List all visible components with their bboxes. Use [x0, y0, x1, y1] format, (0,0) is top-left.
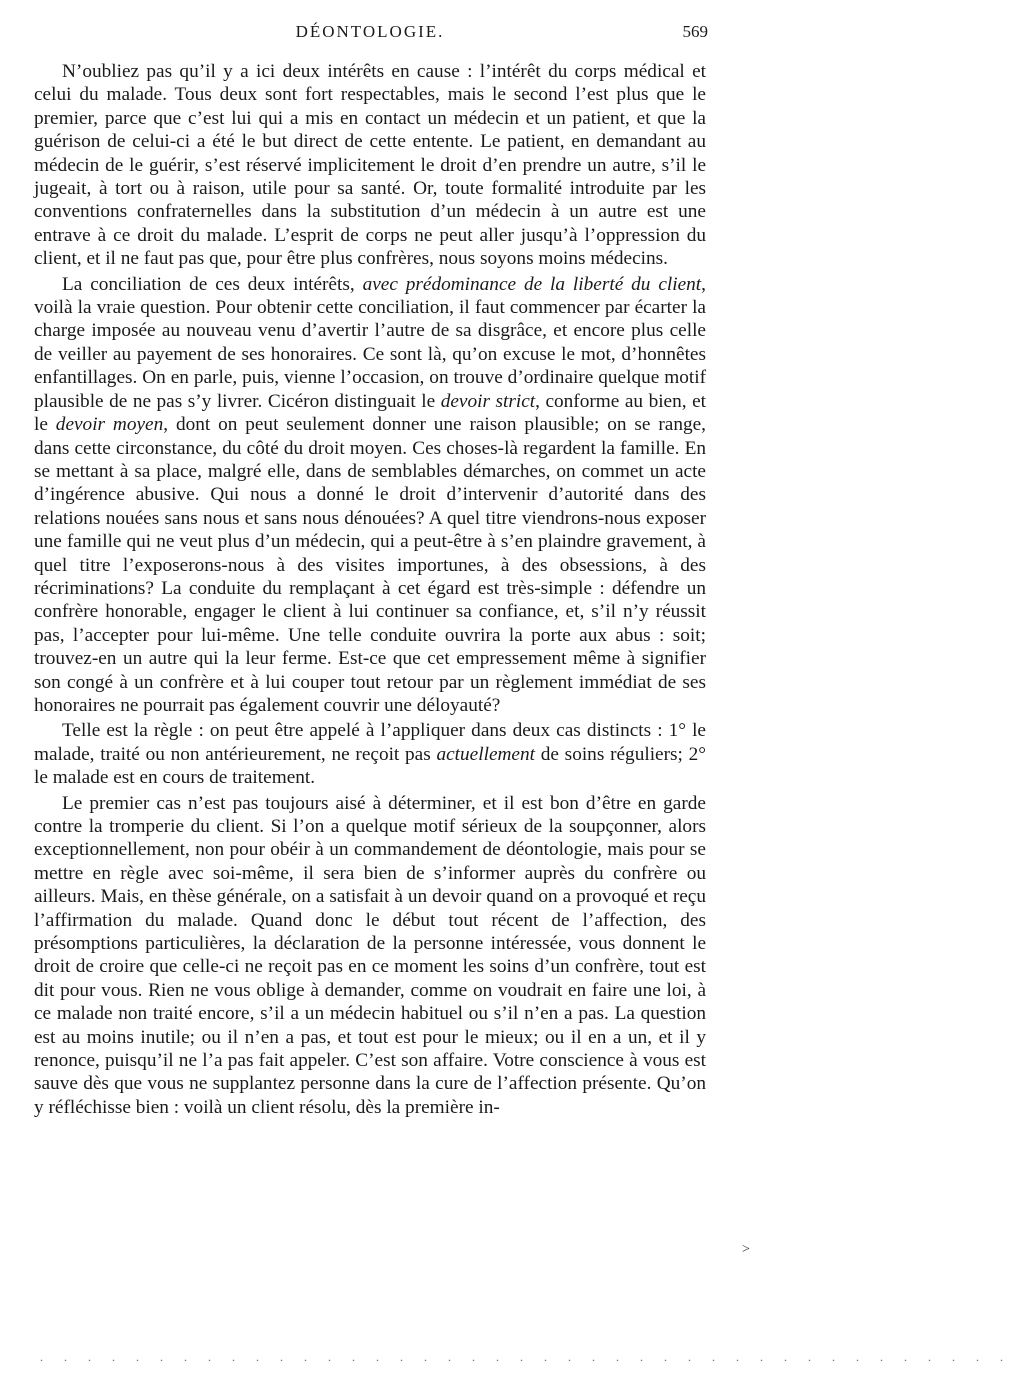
margin-mark: > — [742, 1242, 750, 1257]
italic-run: devoir moyen — [55, 414, 164, 436]
text-run: La conciliation de ces deux intérêts, — [62, 273, 363, 295]
body-text — [34, 60, 706, 1119]
text-run: N’oubliez pas qu’il y a ici deux intérêts en cause : l’intérêt du corps médical et celui du malade. Tous deux sont fort respectables, mais le second l’est plus que le premier, parce que c’est lui qui a mis en contact un médecin et un patient, et que la guérison de celui-ci a été le but direct de cette entente. Le patient, en demandant au médecin de le guérir, s’est réservé implicitement le droit d’en prendre un autre, s’il le jugeait, à tort ou à raison, utile pour sa santé. Or, toute formalité introduite par les conventions confraternelles dans la substitution d’un médecin à un autre est une entrave à ce droit du malade. L’esprit de corps ne peut aller jusqu’à l’oppression du client, et il ne faut pas que, pour être plus confrères, nous soyons moins médecins. — [34, 61, 706, 270]
running-title: DÉONTOLOGIE. — [295, 22, 445, 41]
running-head — [34, 22, 706, 46]
text-run: Le premier cas n’est pas toujours aisé à déterminer, et il est bon d’être en garde contre la tromperie du client. Si l’on a quelque motif sérieux de la soupçonner, alors exceptionnellement, non pour obéir à un commandement de déontologie, mais pour se mettre en règle avec soi-même, il sera bien de s’informer auprès du confrère ou ailleurs. Mais, en thèse générale, on a satisfait à un devoir quand on a provoqué et reçu l’affirmation du malade. Quand donc le début tout récent de l’affection, des présomptions particulières, la déclaration de la personne intéressée, vous donnent le droit de croire que celle-ci ne reçoit pas en ce moment les soins d’un confrère, tout est dit pour vous. Rien ne vous oblige à demander, comme on voudrait en faire une loi, à ce malade non traité encore, s’il a un médecin habituel ou s’il n’en a pas. La question est au moins inutile; ou il n’en a pas, et tout est pour le mieux; ou il en a un, et il y renonce, puisqu’il ne l’a pas fait appeler. C’est son affaire. Votre conscience à vous est sauve dès que vous ne supplantez personne dans la cure de l’affection présente. Qu’on y réfléchisse bien : voilà un client résolu, dès la première in- — [34, 792, 706, 1118]
book-page — [34, 22, 706, 1119]
italic-run: devoir strict — [440, 390, 536, 412]
paragraph — [34, 719, 706, 789]
text-run: de soins réguliers; 2° le malade est en cours de traitement. — [34, 743, 706, 789]
text-run: , dont on peut seulement donner une raison plausible; on se range, dans cette circonstance, du côté du droit moyen. Ces choses-là regardent la famille. En se mettant à sa place, malgré elle, dans de semblables démarches, on commet un acte d’ingérence abusive. Qui nous a donné le droit d’intervenir d’autorité dans des relations nouées sans nous et sans nous dénouées? A quel titre viendrons-nous exposer une famille qui ne veut plus d’un médecin, qui a peut-être à s’en plaindre gravement, à quel titre l’exposerons-nous à des visites importunes, à des obsessions, à des récriminations? La conduite du remplaçant à cet égard est très-simple : défendre un confrère honorable, engager le client à lui continuer sa confiance, et, s’il n’y réussit pas, l’accepter pour lui-même. Une telle conduite ouvrira la porte aux abus : soit; trouvez-en un autre qui la leur ferme. Est-ce que cet empressement même à signifier son congé à un confrère et à lui couper tout retour par un règlement immédiat de ses honoraires ne pourrait pas également couvrir une déloyauté? — [34, 414, 706, 716]
text-run: Telle est la règle : on peut être appelé à l’appliquer dans deux cas distincts : 1° le malade, traité ou non antérieurement, ne reçoit pas — [34, 720, 706, 765]
italic-run: avec prédominance de la liberté du client — [362, 273, 702, 295]
paragraph — [34, 792, 706, 1120]
page-number: 569 — [682, 22, 708, 41]
paragraph — [34, 60, 706, 271]
bottom-bleed-through-dots: . . . . . . . . . . . . . . . . . . . . . . . . . . . . . . . . . . . . . . . . . — [40, 1350, 1012, 1364]
italic-run: actuellement — [436, 743, 535, 765]
text-run: , conforme au bien, et le — [34, 390, 707, 436]
paragraph — [34, 273, 706, 718]
text-run: , voilà la vraie question. Pour obtenir cette conciliation, il faut commencer par écarter la charge imposée au nouveau venu d’avertir l’autre de sa disgrâce, et encore plus celle de veiller au payement de ses honoraires. Ce sont là, qu’on excuse le mot, d’honnêtes enfantillages. On en parle, puis, vienne l’occasion, on trouve d’ordinaire quelque motif plausible de ne pas s’y livrer. Cicéron distinguait le — [34, 273, 706, 412]
